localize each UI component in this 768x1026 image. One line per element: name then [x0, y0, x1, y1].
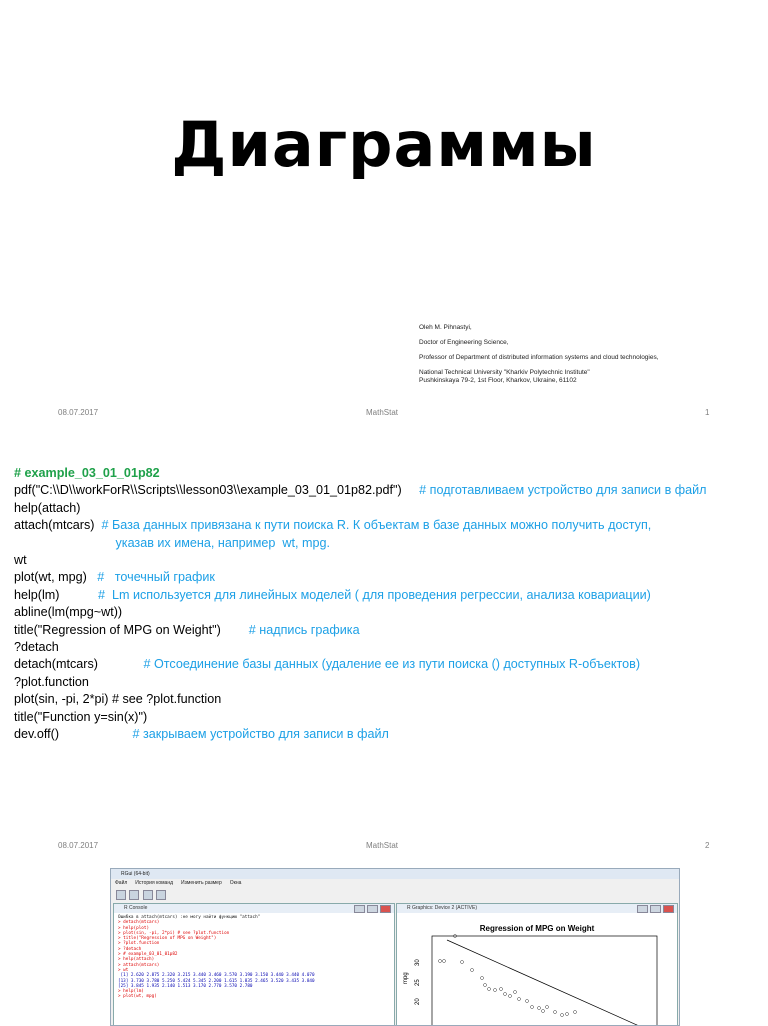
slide-3	[0, 864, 768, 1024]
plot-title: Regression of MPG on Weight	[479, 924, 595, 933]
code-line	[14, 604, 707, 621]
console-line: [1] 2.620 2.875 2.320 3.215 3.440 3.460 3.570 3.190 3.150 3.440 3.440 4.070	[120, 973, 315, 979]
point	[504, 993, 507, 996]
point	[542, 1010, 545, 1013]
console-window-buttons	[352, 905, 391, 915]
footer-center: MathStat	[366, 408, 399, 417]
point	[526, 1000, 529, 1003]
rgui-screenshot	[110, 868, 680, 1026]
console-titlebar: R Console	[114, 904, 394, 913]
regression-line	[447, 940, 657, 1026]
code-text: abline(lm(mpg~wt))	[14, 605, 123, 620]
console-line: > attach(mtcars)	[118, 962, 160, 968]
point	[484, 984, 487, 987]
console-line: Ошибка в attach(mtcars) :не могу найти функцию "attach"	[118, 915, 261, 920]
code-text: dev.off()	[14, 727, 133, 742]
point	[471, 969, 474, 972]
y-tick-label: 30	[415, 959, 421, 966]
plot-frame	[432, 936, 657, 1026]
code-line	[14, 552, 707, 569]
point	[439, 960, 442, 963]
console-line: > ?plot.function	[118, 941, 160, 947]
code-comment: # подготавливаем устройство для записи в файл	[419, 483, 707, 498]
code-line	[14, 726, 707, 743]
code-line	[14, 482, 707, 499]
console-line: > help(lm)	[118, 989, 144, 995]
open-icon[interactable]	[116, 890, 126, 900]
console-line: [25] 3.845 1.935 2.140 1.513 3.170 2.770 3.570 2.780	[118, 983, 253, 989]
console-line: > title("Regression of MPG on Weight")	[118, 936, 217, 942]
footer-date: 08.07.2017	[58, 408, 99, 417]
code-text: title("Function y=sin(x)")	[14, 709, 148, 724]
console-line: > plot(sin, -pi, 2*pi) # see ?plot.function	[118, 930, 230, 936]
code-line	[14, 587, 707, 604]
point	[574, 1011, 577, 1014]
code-line	[14, 691, 707, 708]
code-line	[14, 535, 707, 552]
r-graphics-window	[396, 903, 678, 1026]
code-line	[14, 639, 707, 656]
author-university: National Technical University "Kharkiv Polytechnic Institute"	[419, 369, 590, 376]
slide-title: Диаграммы	[171, 108, 597, 181]
point	[443, 960, 446, 963]
code-comment: указав их имена, например wt, mpg.	[115, 535, 330, 550]
console-line: > ?detach	[118, 946, 142, 952]
paste-icon[interactable]	[156, 890, 166, 900]
code-line	[14, 569, 707, 586]
code-text: wt	[14, 553, 27, 568]
point	[554, 1011, 557, 1014]
code-text: detach(mtcars)	[14, 657, 144, 672]
code-text	[14, 536, 115, 550]
slide-2	[0, 432, 768, 864]
code-text: title("Regression of MPG on Weight")	[14, 622, 249, 637]
console-output	[118, 915, 390, 1000]
console-line: > plot(wt, mpg)	[118, 994, 157, 1000]
code-text: plot(sin, -pi, 2*pi) # see ?plot.function	[14, 692, 222, 707]
code-heading: # example_03_01_01p82	[14, 466, 160, 480]
author-degree: Doctor of Engineering Science,	[419, 339, 509, 346]
point	[518, 998, 521, 1001]
point	[488, 988, 491, 991]
point	[531, 1006, 534, 1009]
footer-page-number: 2	[705, 841, 710, 850]
app-menubar	[111, 879, 679, 888]
minimize-icon[interactable]	[354, 905, 365, 913]
author-name: Oleh M. Pihnastyi,	[419, 324, 472, 331]
footer-date: 08.07.2017	[58, 841, 99, 850]
maximize-icon[interactable]	[367, 905, 378, 913]
graphics-titlebar: R Graphics: Device 2 (ACTIVE)	[397, 904, 677, 913]
code-comment: # закрываем устройство для записи в файл	[132, 727, 389, 742]
menu-item[interactable]: Файл	[115, 880, 128, 886]
app-toolbar	[111, 888, 679, 900]
point	[538, 1007, 541, 1010]
close-icon[interactable]	[380, 905, 391, 913]
menu-item[interactable]: Изменить размер	[181, 880, 222, 886]
point	[509, 995, 512, 998]
footer-page-number: 1	[705, 408, 710, 417]
code-line	[14, 622, 707, 639]
code-text: ?plot.function	[14, 674, 89, 689]
code-text: help(attach)	[14, 500, 81, 515]
scatter-points	[439, 935, 577, 1017]
code-comment: # надпись графика	[248, 622, 360, 637]
app-titlebar: RGui (64-bit)	[111, 869, 679, 879]
save-icon[interactable]	[129, 890, 139, 900]
code-line	[14, 517, 707, 534]
r-console-window	[113, 903, 395, 1026]
point	[461, 961, 464, 964]
y-axis-label: mpg	[403, 972, 409, 984]
code-line	[14, 500, 707, 517]
point	[566, 1013, 569, 1016]
menu-item[interactable]: История команд	[135, 880, 173, 886]
menu-item[interactable]: Окна	[229, 880, 242, 886]
code-line	[14, 656, 707, 673]
code-text: ?detach	[14, 640, 59, 655]
y-tick-label: 25	[415, 979, 421, 986]
author-address: Pushkinskaya 79-2, 1st Floor, Kharkov, Ukraine, 61102	[419, 377, 577, 384]
code-line	[14, 674, 707, 691]
point	[561, 1014, 564, 1017]
console-line: > wt	[118, 967, 129, 973]
point	[494, 989, 497, 992]
code-comment: # Lm используется для линейных моделей ( для проведения регрессии, анализа ковариации)	[97, 587, 651, 602]
code-comment: # База данных привязана к пути поиска R. К объектам в базе данных можно получить доступ,	[101, 518, 652, 533]
point	[546, 1006, 549, 1009]
code-comment: # Отсоединение базы данных (удаление ее из пути поиска () доступных R-объектов)	[143, 657, 641, 672]
code-line	[14, 709, 707, 726]
console-line: > help(plot)	[118, 925, 150, 931]
code-text: pdf("C:\\D\\workForR\\Scripts\\lesson03\\example_03_01_01p82.pdf")	[14, 483, 420, 498]
point	[514, 991, 517, 994]
y-tick-label: 20	[415, 998, 421, 1005]
point	[481, 977, 484, 980]
code-text: help(lm)	[14, 587, 98, 602]
code-text: plot(wt, mpg)	[14, 570, 98, 585]
console-line: [13] 3.730 3.780 5.250 5.424 5.345 2.200 1.615 1.835 2.465 3.520 3.435 3.840	[118, 978, 315, 984]
console-line: > detach(mtcars)	[118, 920, 160, 926]
copy-icon[interactable]	[143, 890, 153, 900]
scatter-plot	[397, 904, 677, 1026]
code-line	[14, 465, 707, 482]
point	[500, 988, 503, 991]
console-line: > help(attach)	[118, 957, 155, 963]
slide-1	[0, 0, 768, 432]
code-listing	[14, 465, 707, 744]
author-block	[419, 324, 659, 385]
author-position: Professor of Department of distributed information systems and cloud technologies,	[419, 354, 659, 361]
code-text: attach(mtcars)	[14, 518, 102, 533]
footer-center: MathStat	[366, 841, 399, 850]
console-line: > # example_03_01_01p82	[118, 952, 178, 958]
code-comment: # точечный график	[97, 570, 215, 585]
